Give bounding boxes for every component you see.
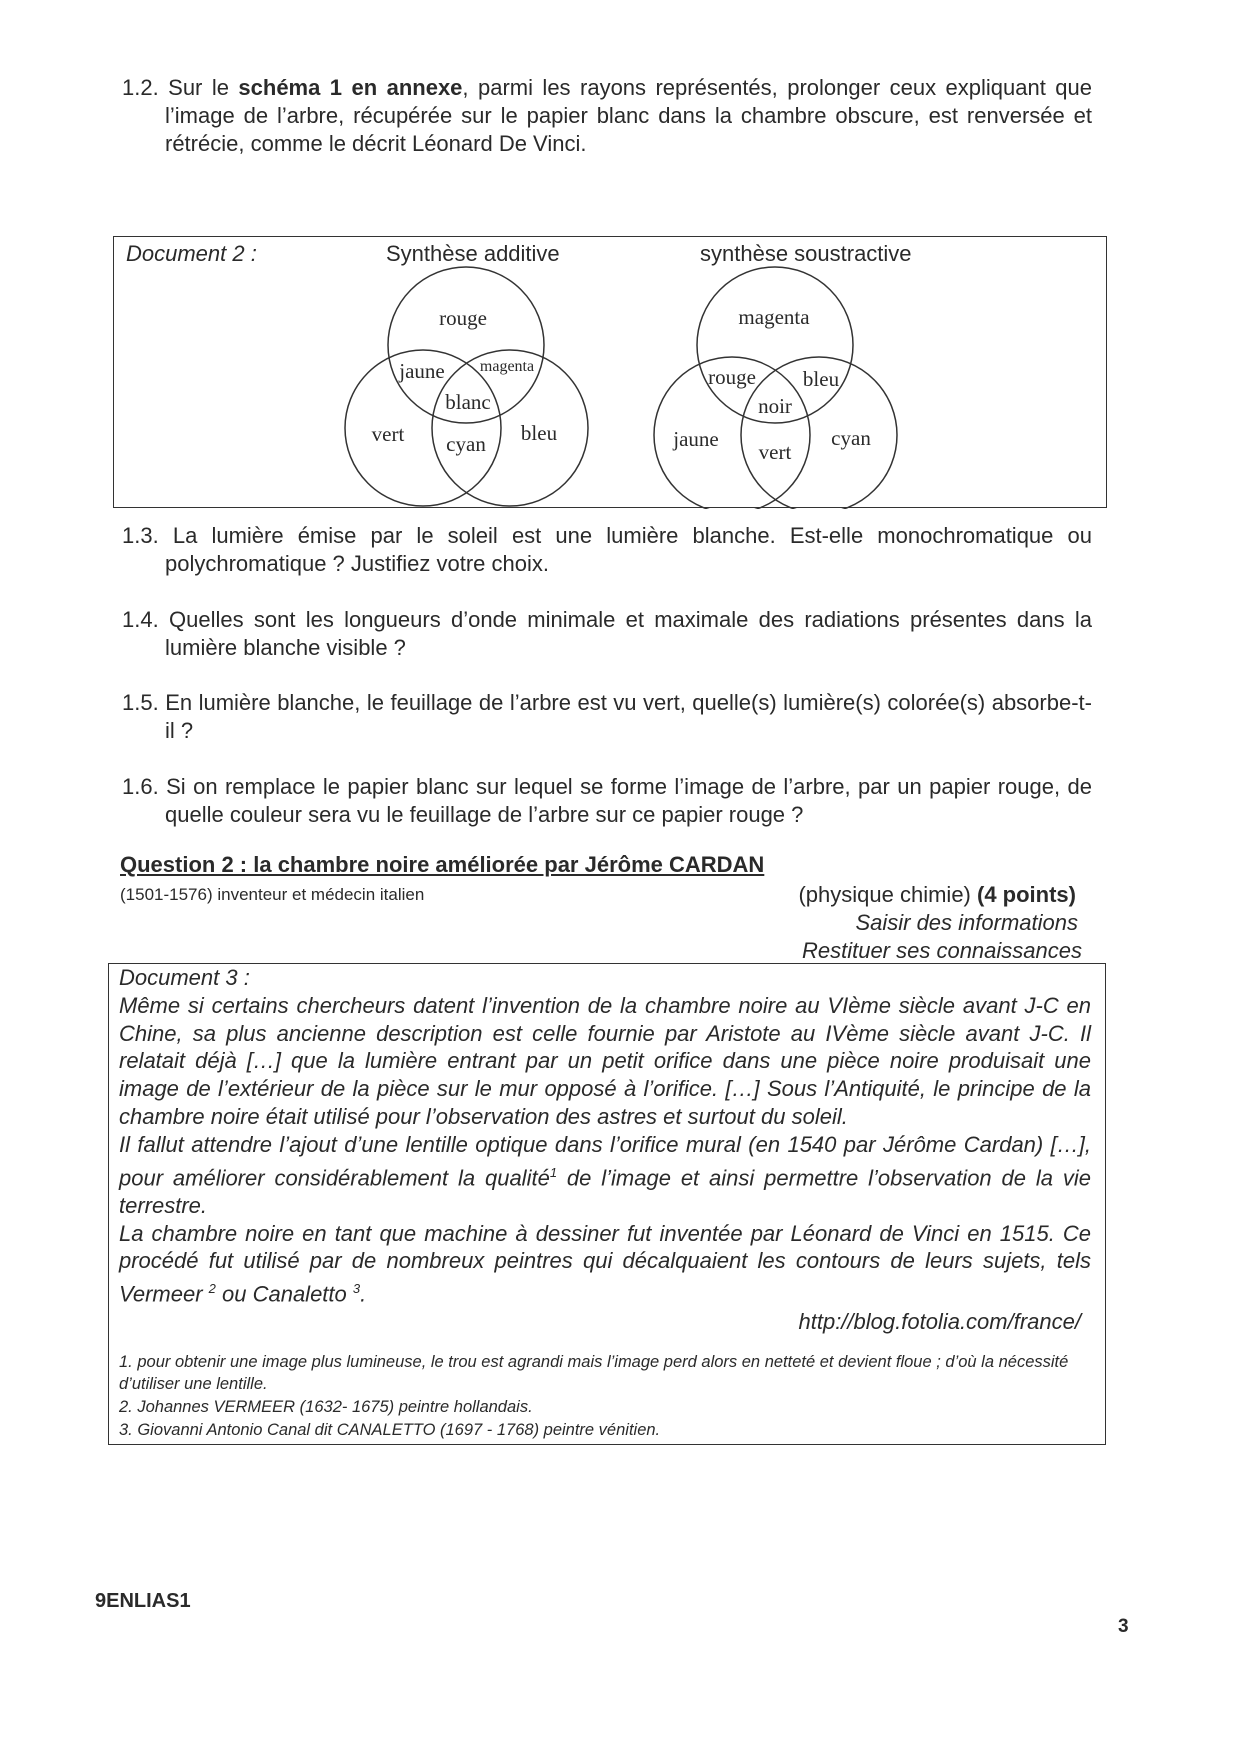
footnote-1: 1. pour obtenir une image plus lumineuse, le trou est agrandi mais l’image perd alors en netteté et devient floue ; d’où la nécessité d’utiliser une lentille.	[119, 1353, 1069, 1393]
page-number: 3	[1118, 1616, 1129, 1637]
annex-reference: schéma 1 en annexe	[238, 75, 463, 100]
question-1-2: 1.2. Sur le schéma 1 en annexe, parmi les rayons représentés, prolonger ceux expliquant que l’image de l’arbre, récupérée sur le papier blanc dans la chambre obscure, est renversée et rétrécie, comme le décrit Léonard De Vinci.	[122, 75, 1092, 156]
document-3-label: Document 3 :	[119, 965, 250, 990]
question-2-title: Question 2 : la chambre noire améliorée par Jérôme CARDAN	[120, 852, 765, 877]
question-1-5: 1.5. En lumière blanche, le feuillage de l’arbre est vu vert, quelle(s) lumière(s) colorée(s) absorbe-t-il ?	[122, 690, 1092, 743]
additive-label-top-left: jaune	[399, 359, 445, 383]
document-3-para-2: Il fallut attendre l’ajout d’une lentille optique dans l’orifice mural (en 1540 par Jérôme Cardan) […], pour améliorer considérablement la qualité$^1$ de l’image et ainsi permettre l’observation de la vie terrestre.	[119, 1131, 1091, 1218]
subtractive-label-top: magenta	[738, 305, 810, 329]
question-2-subtitle: (1501-1576) inventeur et médecin italien	[120, 885, 425, 904]
document-2-box	[113, 236, 1107, 508]
question-1-6: 1.6. Si on remplace le papier blanc sur lequel se forme l’image de l’arbre, par un papier rouge, de quelle couleur sera vu le feuillage de l’arbre sur ce papier rouge ?	[122, 774, 1092, 827]
additive-label-right: bleu	[520, 421, 558, 445]
footnote-2: 2. Johannes VERMEER (1632- 1675) peintre hollandais.	[119, 1398, 533, 1416]
additive-label-top: rouge	[439, 306, 487, 330]
question-number: 1.5.	[122, 690, 159, 715]
question-1-4: 1.4. Quelles sont les longueurs d’onde minimale et maximale des radiations présentes dans la lumière blanche visible ?	[122, 607, 1092, 660]
subtractive-title: synthèse soustractive	[700, 241, 912, 266]
question-number: 1.3.	[122, 523, 159, 548]
skill-restituer: Restituer ses connaissances	[801, 938, 1082, 963]
exam-code: 9ENLIAS1	[95, 1590, 191, 1612]
subtractive-label-top-right: bleu	[802, 367, 840, 391]
document-3-box	[108, 963, 1106, 1445]
subtractive-label-bottom: vert	[758, 440, 792, 464]
additive-label-center: blanc	[445, 390, 491, 414]
subtractive-label-center: noir	[758, 394, 792, 418]
additive-label-top-right: magenta	[479, 358, 535, 375]
document-2-label: Document 2 :	[126, 241, 257, 266]
question-1-3: 1.3. La lumière émise par le soleil est une lumière blanche. Est-elle monochromatique ou polychromatique ? Justifiez votre choix.	[122, 523, 1092, 576]
question-number: 1.2.	[122, 75, 159, 100]
additive-label-left: vert	[371, 422, 405, 446]
document-3-source: http://blog.fotolia.com/france/	[798, 1309, 1081, 1335]
additive-label-bottom: cyan	[446, 432, 486, 456]
additive-title: Synthèse additive	[386, 241, 560, 266]
subtractive-label-left: jaune	[673, 427, 719, 451]
question-number: 1.6.	[122, 774, 159, 799]
question-2-points: (physique chimie) (4 points)	[798, 882, 1076, 907]
question-number: 1.4.	[122, 607, 159, 632]
subtractive-label-right: cyan	[831, 426, 871, 450]
document-3-text	[119, 964, 1091, 1336]
document-3-para-3: La chambre noire en tant que machine à dessiner fut inventée par Léonard de Vinci en 1515. Ce procédé fut utilisé par de nombreux peintres qui décalquaient les contours de leurs sujets, tels Vermeer $^2$ ou Canaletto $^3$.	[119, 1220, 1091, 1307]
footnote-3: 3. Giovanni Antonio Canal dit CANALETTO (1697 - 1768) peintre vénitien.	[119, 1421, 661, 1439]
skill-saisir: Saisir des informations	[855, 910, 1078, 935]
venn-diagrams	[114, 237, 1108, 509]
document-3-para-1: Même si certains chercheurs datent l’invention de la chambre noire au VIème siècle avant J-C en Chine, sa plus ancienne description est celle fournie par Aristote au IVème siècle avant J-C. Il relatait déjà […] que la lumière entrant par un petit orifice dans une pièce noire produisait une image de l’extérieur de la pièce sur le mur opposé à l’orifice. […] Sous l’Antiquité, le principe de la chambre noire était utilisé pour l’observation des astres et surtout du soleil.	[119, 992, 1091, 1129]
subtractive-label-top-left: rouge	[708, 365, 756, 389]
